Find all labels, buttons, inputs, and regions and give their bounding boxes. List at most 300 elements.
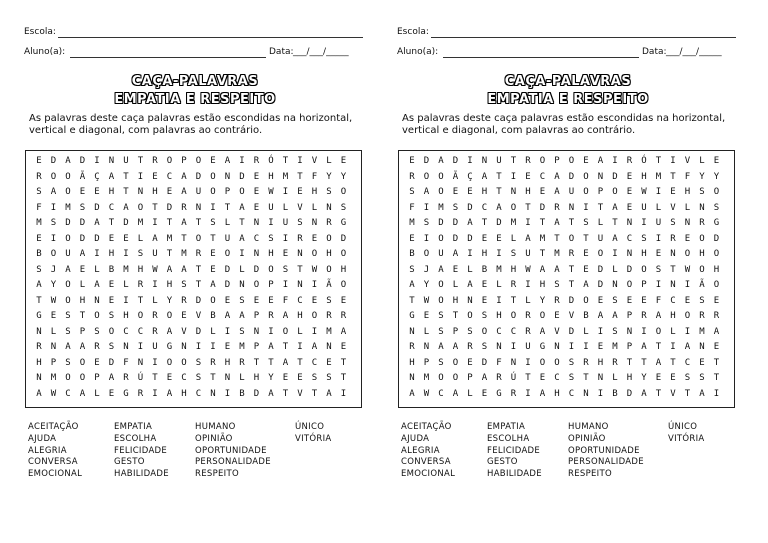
grid-letter: T — [481, 218, 488, 228]
grid-letter: R — [583, 357, 589, 368]
grid-letter: E — [224, 295, 231, 306]
grid-letter: D — [108, 357, 115, 368]
grid-letter: A — [108, 373, 115, 383]
grid-letter: R — [210, 357, 216, 368]
grid-letter: E — [481, 280, 488, 290]
grid-letter: D — [438, 218, 444, 228]
grid-letter: E — [311, 295, 318, 306]
grid-letter: T — [181, 233, 187, 244]
grid-letter: L — [239, 373, 245, 383]
grid-letter: D — [224, 264, 231, 275]
grid-letter: T — [452, 311, 459, 321]
grid-letter: A — [554, 187, 560, 197]
student-label: Aluno(a): — [397, 47, 439, 57]
grid-letter: N — [239, 280, 245, 290]
grid-letter: E — [481, 295, 488, 306]
grid-letter: O — [423, 171, 430, 182]
date-line[interactable]: ___/___/_____ — [293, 47, 349, 57]
grid-letter: S — [568, 373, 575, 383]
grid-letter: S — [340, 202, 347, 213]
grid-letter: A — [684, 342, 691, 352]
grid-letter: T — [210, 233, 216, 244]
grid-letter: C — [166, 171, 173, 182]
grid-letter: I — [423, 233, 430, 244]
grid-letter: A — [655, 357, 662, 368]
grid-letter: T — [152, 373, 158, 383]
grid-letter: T — [713, 357, 720, 368]
grid-letter: A — [612, 311, 618, 321]
word-list-item: EMPATIA — [114, 422, 153, 432]
grid-letter: T — [713, 373, 720, 383]
grid-letter: O — [423, 249, 430, 259]
grid-letter: P — [626, 342, 633, 352]
grid-letter: I — [50, 233, 57, 244]
grid-letter: W — [50, 388, 57, 399]
grid-letter: T — [268, 357, 274, 368]
grid-letter: R — [699, 218, 705, 228]
grid-letter: T — [612, 218, 618, 228]
grid-letter: P — [268, 280, 274, 290]
grid-letter: L — [467, 388, 473, 399]
grid-letter: O — [438, 187, 444, 197]
grid-letter: V — [297, 388, 303, 399]
grid-letter: S — [510, 249, 517, 259]
grid-letter: H — [108, 187, 115, 197]
grid-letter: T — [539, 218, 546, 228]
grid-letter: E — [713, 156, 720, 166]
grid-letter: G — [123, 388, 129, 399]
grid-letter: A — [65, 342, 71, 352]
grid-letter: I — [94, 156, 100, 166]
grid-letter: A — [467, 218, 473, 228]
grid-letter: H — [554, 388, 560, 399]
student-line[interactable] — [70, 57, 266, 58]
grid-letter: T — [496, 187, 502, 197]
grid-letter: O — [239, 187, 245, 197]
grid-letter: L — [239, 264, 245, 275]
grid-letter: A — [282, 311, 289, 321]
grid-letter: T — [311, 388, 318, 399]
grid-letter: M — [510, 218, 517, 228]
grid-letter: S — [326, 373, 332, 383]
grid-letter: M — [655, 171, 662, 182]
grid-letter: D — [195, 326, 202, 337]
grid-letter: S — [699, 187, 705, 197]
grid-letter: N — [253, 326, 260, 337]
grid-letter: E — [684, 295, 691, 306]
grid-letter: S — [282, 264, 289, 275]
grid-letter: I — [282, 233, 289, 244]
grid-letter: H — [108, 249, 115, 259]
grid-letter: N — [409, 373, 415, 383]
grid-letter: N — [311, 218, 318, 228]
grid-letter: O — [626, 280, 633, 290]
grid-letter: E — [409, 233, 415, 244]
grid-letter: E — [626, 171, 633, 182]
grid-letter: O — [311, 249, 318, 259]
grid-letter: M — [699, 326, 705, 337]
grid-letter: Y — [423, 280, 430, 290]
grid-letter: F — [496, 357, 502, 368]
grid-letter: I — [525, 357, 531, 368]
grid-letter: S — [195, 357, 202, 368]
grid-letter: E — [597, 342, 604, 352]
school-label: Escola: — [24, 27, 56, 37]
grid-letter: R — [36, 171, 42, 182]
grid-letter: P — [423, 357, 430, 368]
grid-letter: A — [597, 311, 604, 321]
letter-grid — [25, 150, 362, 408]
grid-letter: N — [297, 280, 303, 290]
grid-letter: I — [525, 218, 531, 228]
grid-letter: E — [282, 249, 289, 259]
worksheet-right — [393, 0, 763, 543]
grid-letter: A — [152, 233, 158, 244]
grid-letter: T — [641, 357, 647, 368]
grid-letter: R — [181, 202, 187, 213]
grid-letter: G — [539, 342, 546, 352]
word-list-item: ACEITAÇÃO — [28, 422, 79, 432]
grid-letter: U — [496, 156, 502, 166]
grid-letter: O — [195, 233, 202, 244]
grid-letter: T — [409, 295, 415, 306]
grid-letter: T — [195, 264, 202, 275]
word-list-item: EMOCIONAL — [28, 469, 83, 480]
grid-letter: N — [568, 202, 575, 213]
grid-letter: I — [239, 249, 245, 259]
grid-letter: S — [583, 218, 589, 228]
grid-letter: N — [626, 249, 633, 259]
grid-letter: N — [253, 218, 260, 228]
grid-letter: R — [699, 311, 705, 321]
letter-grid — [398, 150, 735, 408]
word-list-item: FELICIDADE — [114, 445, 168, 456]
word-list-item: AJUDA — [28, 433, 57, 444]
grid-letter: P — [641, 280, 647, 290]
grid-letter: P — [79, 326, 86, 337]
student-line[interactable] — [443, 57, 639, 58]
grid-letter: A — [481, 373, 488, 383]
grid-letter: H — [36, 357, 42, 368]
word-list-column-4 — [295, 422, 332, 446]
grid-letter: N — [137, 187, 144, 197]
grid-letter: E — [282, 373, 289, 383]
grid-letter: E — [423, 311, 430, 321]
grid-letter: H — [481, 187, 488, 197]
word-list-item: HABILIDADE — [487, 469, 542, 480]
grid-letter: L — [311, 202, 318, 213]
grid-letter: C — [137, 326, 144, 337]
grid-letter: O — [481, 326, 488, 337]
grid-letter: E — [224, 342, 231, 352]
grid-letter: M — [181, 249, 187, 259]
grid-letter: L — [612, 373, 618, 383]
grid-letter: N — [108, 156, 115, 166]
grid-letter: H — [481, 249, 488, 259]
grid-letter: R — [409, 342, 415, 352]
grid-letter: R — [409, 171, 415, 182]
date-label: Data: — [269, 47, 294, 57]
grid-letter: F — [311, 171, 318, 182]
grid-letter: N — [210, 388, 216, 399]
word-list-item: PERSONALIDADE — [195, 457, 271, 468]
grid-letter: A — [224, 156, 231, 166]
grid-letter: I — [268, 218, 274, 228]
grid-letter: P — [94, 373, 100, 383]
grid-letter: I — [612, 156, 618, 166]
grid-letter: E — [253, 171, 260, 182]
grid-letter: L — [94, 264, 100, 275]
student-label: Aluno(a): — [24, 47, 66, 57]
grid-letter: I — [467, 156, 473, 166]
grid-letter: D — [340, 233, 347, 244]
grid-letter: C — [554, 373, 560, 383]
date-line[interactable]: ___/___/_____ — [666, 47, 722, 57]
grid-letter: S — [239, 326, 245, 337]
word-list-item: ACEITAÇÃO — [401, 422, 452, 432]
grid-letter: N — [684, 218, 691, 228]
grid-letter: E — [583, 264, 589, 275]
grid-letter: L — [597, 218, 604, 228]
grid-letter: A — [50, 187, 57, 197]
grid-letter: U — [641, 202, 647, 213]
grid-letter: T — [525, 373, 531, 383]
grid-letter: U — [65, 249, 71, 259]
grid-letter: O — [713, 280, 720, 290]
school-label: Escola: — [397, 27, 429, 37]
grid-letter: L — [152, 295, 158, 306]
grid-letter: C — [195, 388, 202, 399]
grid-letter: M — [50, 373, 57, 383]
grid-letter: L — [297, 326, 303, 337]
grid-letter: V — [670, 202, 676, 213]
grid-letter: E — [181, 311, 187, 321]
grid-letter: A — [583, 280, 589, 290]
grid-letter: R — [239, 357, 245, 368]
word-list-column-2 — [487, 422, 542, 481]
grid-letter: T — [655, 156, 662, 166]
grid-letter: I — [210, 342, 216, 352]
grid-letter: O — [210, 187, 216, 197]
grid-letter: F — [655, 295, 662, 306]
word-list-item: VITÓRIA — [295, 433, 332, 444]
grid-letter: T — [282, 388, 289, 399]
grid-letter: Ó — [268, 156, 274, 166]
grid-letter: F — [282, 295, 289, 306]
grid-letter: E — [94, 357, 100, 368]
grid-letter: O — [224, 249, 231, 259]
grid-letter: T — [123, 171, 129, 182]
grid-letter: O — [597, 249, 604, 259]
grid-letter: I — [224, 388, 231, 399]
grid-letter: H — [181, 388, 187, 399]
grid-letter: R — [297, 233, 303, 244]
word-list-column-1 — [401, 422, 455, 481]
grid-letter: B — [583, 311, 589, 321]
grid-letter: I — [684, 280, 691, 290]
grid-letter: P — [224, 187, 231, 197]
grid-letter: D — [496, 218, 502, 228]
grid-letter: N — [36, 326, 42, 337]
grid-letter: I — [713, 388, 720, 399]
grid-letter: E — [210, 264, 216, 275]
grid-letter: H — [340, 264, 347, 275]
grid-letter: H — [311, 187, 318, 197]
grid-letter: Y — [50, 280, 57, 290]
grid-letter: I — [152, 280, 158, 290]
grid-letter: R — [253, 156, 260, 166]
grid-letter: M — [423, 373, 430, 383]
grid-letter: I — [123, 249, 129, 259]
grid-letter: R — [510, 280, 517, 290]
grid-letter: C — [438, 388, 444, 399]
grid-letter: T — [123, 187, 129, 197]
grid-letter: H — [123, 311, 129, 321]
grid-letter: A — [65, 156, 71, 166]
grid-letter: W — [311, 264, 318, 275]
grid-letter: C — [253, 233, 260, 244]
grid-letter: A — [166, 264, 173, 275]
grid-letter: O — [699, 264, 705, 275]
grid-letter: O — [340, 280, 347, 290]
grid-letter: A — [539, 264, 546, 275]
grid-letter: N — [94, 295, 100, 306]
grid-letter: A — [481, 171, 488, 182]
grid-letter: D — [481, 357, 488, 368]
grid-letter: H — [268, 249, 274, 259]
grid-letter: Ç — [94, 171, 100, 182]
grid-letter: R — [525, 326, 531, 337]
grid-letter: U — [655, 218, 662, 228]
grid-letter: I — [282, 187, 289, 197]
grid-letter: H — [224, 357, 231, 368]
grid-letter: B — [481, 264, 488, 275]
grid-letter: E — [670, 373, 676, 383]
grid-letter: H — [699, 249, 705, 259]
grid-letter: S — [65, 311, 71, 321]
word-list-item: OPINIÃO — [195, 433, 233, 444]
grid-letter: L — [123, 280, 129, 290]
grid-letter: A — [79, 342, 86, 352]
grid-letter: M — [496, 264, 502, 275]
grid-letter: S — [452, 202, 459, 213]
grid-letter: A — [79, 388, 86, 399]
grid-letter: A — [326, 388, 332, 399]
word-list-item: ESCOLHA — [114, 433, 157, 444]
grid-letter: O — [326, 233, 332, 244]
grid-letter: C — [481, 202, 488, 213]
grid-letter: E — [554, 311, 560, 321]
grid-letter: I — [282, 280, 289, 290]
grid-letter: O — [253, 280, 260, 290]
grid-letter: P — [554, 156, 560, 166]
grid-letter: O — [340, 187, 347, 197]
grid-letter: Y — [539, 295, 546, 306]
grid-letter: A — [655, 311, 662, 321]
grid-letter: S — [297, 218, 303, 228]
grid-letter: S — [50, 218, 57, 228]
grid-letter: D — [65, 218, 71, 228]
school-line[interactable] — [58, 37, 363, 38]
grid-letter: E — [108, 280, 115, 290]
grid-letter: A — [641, 388, 647, 399]
grid-letter: Y — [166, 295, 173, 306]
grid-letter: E — [210, 249, 216, 259]
grid-letter: N — [326, 202, 332, 213]
grid-letter: S — [94, 326, 100, 337]
grid-letter: O — [699, 233, 705, 244]
grid-letter: C — [510, 326, 517, 337]
grid-letter: N — [496, 342, 502, 352]
grid-letter: P — [452, 326, 459, 337]
grid-letter: A — [181, 187, 187, 197]
grid-letter: A — [539, 388, 546, 399]
grid-letter: A — [239, 233, 245, 244]
grid-letter: I — [137, 342, 144, 352]
grid-letter: O — [713, 187, 720, 197]
grid-letter: L — [655, 202, 662, 213]
grid-letter: I — [268, 326, 274, 337]
word-list-item: CONVERSA — [401, 457, 451, 468]
grid-letter: D — [467, 233, 473, 244]
grid-letter: I — [597, 388, 604, 399]
grid-letter: E — [539, 373, 546, 383]
grid-letter: O — [684, 249, 691, 259]
grid-letter: D — [452, 233, 459, 244]
grid-letter: M — [123, 264, 129, 275]
grid-letter: L — [210, 326, 216, 337]
grid-letter: R — [326, 311, 332, 321]
grid-letter: D — [597, 264, 604, 275]
grid-letter: I — [496, 295, 502, 306]
grid-letter: I — [137, 171, 144, 182]
grid-letter: S — [326, 187, 332, 197]
grid-letter: T — [670, 357, 676, 368]
grid-letter: D — [713, 233, 720, 244]
grid-letter: E — [123, 233, 129, 244]
grid-letter: I — [655, 187, 662, 197]
grid-letter: O — [65, 171, 71, 182]
grid-letter: L — [699, 156, 705, 166]
grid-letter: A — [181, 264, 187, 275]
grid-letter: D — [539, 202, 546, 213]
title-line-1: CAÇA-PALAVRAS — [504, 74, 632, 89]
grid-letter: U — [195, 187, 202, 197]
grid-letter: O — [326, 264, 332, 275]
grid-letter: H — [137, 264, 144, 275]
grid-letter: P — [253, 342, 260, 352]
grid-letter: I — [583, 202, 589, 213]
grid-letter: L — [50, 326, 57, 337]
grid-letter: D — [626, 388, 633, 399]
grid-letter: T — [340, 357, 347, 368]
grid-letter: A — [36, 280, 42, 290]
school-line[interactable] — [431, 37, 736, 38]
grid-letter: I — [94, 249, 100, 259]
grid-letter: O — [612, 187, 618, 197]
grid-letter: M — [166, 233, 173, 244]
grid-letter: C — [108, 202, 115, 213]
grid-letter: V — [297, 202, 303, 213]
grid-letter: O — [641, 264, 647, 275]
grid-letter: W — [268, 187, 274, 197]
grid-letter: N — [670, 280, 676, 290]
grid-letter: D — [79, 233, 86, 244]
grid-letter: A — [612, 233, 618, 244]
grid-letter: N — [510, 357, 517, 368]
grid-letter: E — [36, 156, 42, 166]
grid-letter: I — [123, 295, 129, 306]
